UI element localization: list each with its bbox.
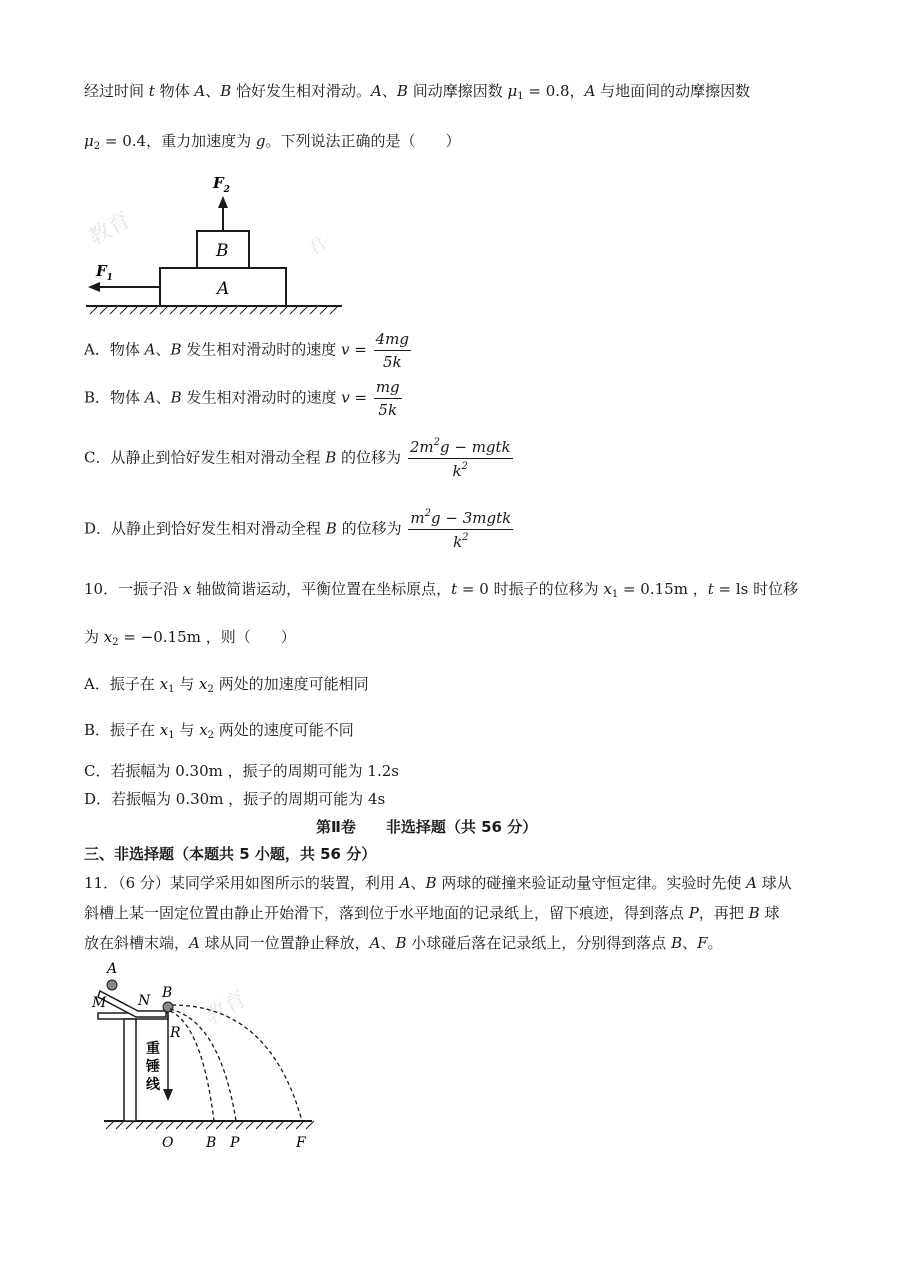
- ball-a: [107, 980, 117, 990]
- q10-option-a: A．振子在 $x_1$ 与 $x_2$ 两处的加速度可能相同: [84, 675, 369, 695]
- label-b-point: B: [206, 1135, 217, 1151]
- trajectory-f: [172, 1005, 302, 1121]
- q10-stem-line-2: 为 $x_2 = -0.15m$ ，则（ ）: [84, 628, 296, 648]
- q10-stem-line-1: 10．一振子沿 x 轴做简谐运动，平衡位置在坐标原点，t = 0 时振子的位移为 $x_1 = 0.15m$ ，t = ls 时位移: [84, 580, 799, 600]
- blocks-diagram: [80, 168, 360, 318]
- table-leg: [124, 1019, 136, 1121]
- q11-stem-line-3: 放在斜槽末端，A 球从同一位置静止释放，A、B 小球碰后落在记录纸上，分别得到落点 B、F。: [84, 934, 723, 952]
- watermark: 君: [304, 233, 331, 261]
- section-heading: 三、非选择题（本题共 5 小题，共 56 分）: [84, 845, 377, 863]
- q11-stem-line-1: 11．（6 分）某同学采用如图所示的装置，利用 A、B 两球的碰撞来验证动量守恒定律。实验时先使 A 球从: [84, 874, 792, 892]
- block-a-label: A: [217, 279, 230, 299]
- q9-option-c: C．从静止到恰好发生相对滑动全程 B 的位移为 $\frac{2m^2g - mgtk}{k^2}$: [84, 437, 511, 480]
- force-f2-arrowhead: [218, 196, 228, 208]
- ground-hatch: [90, 306, 338, 314]
- q10-option-d: D．若振幅为 0.30m ，振子的周期可能为 4s: [84, 790, 386, 808]
- label-n: N: [138, 993, 151, 1009]
- watermark: 教育: [200, 986, 252, 1031]
- label-o: O: [162, 1135, 174, 1151]
- fraction: $\frac{mg}{5k}$: [375, 378, 400, 419]
- label-m: M: [92, 995, 107, 1011]
- label-r: R: [170, 1025, 181, 1041]
- q11-stem-line-2: 斜槽上某一固定位置由静止开始滑下，落到位于水平地面的记录纸上，留下痕迹，得到落点 P，再把 B 球: [84, 904, 780, 922]
- block-b-label: B: [216, 241, 229, 261]
- q9-stem-line-2: $\mu_2 = 0.4$，重力加速度为 g。下列说法正确的是（ ）: [84, 132, 461, 152]
- ground-hatch: [106, 1121, 314, 1129]
- label-p: P: [230, 1135, 240, 1151]
- ball-b: [163, 1002, 173, 1012]
- plumb-line-label: 重 锤 线: [146, 1041, 160, 1093]
- label-a: A: [107, 961, 118, 977]
- q10-option-c: C．若振幅为 0.30m ，振子的周期可能为 1.2s: [84, 762, 399, 780]
- label-f: F: [296, 1135, 306, 1151]
- q9-stem-line-1: 经过时间 t 物体 A、B 恰好发生相对滑动。A、B 间动摩擦因数 $\mu_1 = 0.8$，A 与地面间的动摩擦因数: [84, 82, 751, 102]
- collision-apparatus-diagram: [90, 955, 330, 1155]
- label-b: B: [162, 985, 173, 1001]
- q9-option-b: B．物体 A、B 发生相对滑动时的速度 v = $\frac{mg}{5k}$: [84, 378, 400, 419]
- q9-option-a: A．物体 A、B 发生相对滑动时的速度 v = $\frac{4mg}{5k}$: [84, 330, 410, 371]
- q9-option-d: D．从静止到恰好发生相对滑动全程 B 的位移为 $\frac{m^2g - 3mgtk}{k^2}$: [84, 508, 512, 551]
- force-f1-arrowhead: [88, 282, 100, 292]
- q10-option-b: B．振子在 $x_1$ 与 $x_2$ 两处的速度可能不同: [84, 721, 354, 741]
- part-title: 第Ⅱ卷 非选择题（共 56 分）: [316, 818, 538, 836]
- fraction: $\frac{2m^2g - mgtk}{k^2}$: [409, 437, 511, 480]
- watermark: 教育: [84, 207, 136, 252]
- force-f2-label: $F_2$: [213, 174, 230, 195]
- force-f1-label: $F_1$: [96, 262, 113, 283]
- plumb-line-arrowhead: [163, 1089, 173, 1101]
- fraction: $\frac{4mg}{5k}$: [375, 330, 410, 371]
- fraction: $\frac{m^2g - 3mgtk}{k^2}$: [410, 508, 512, 551]
